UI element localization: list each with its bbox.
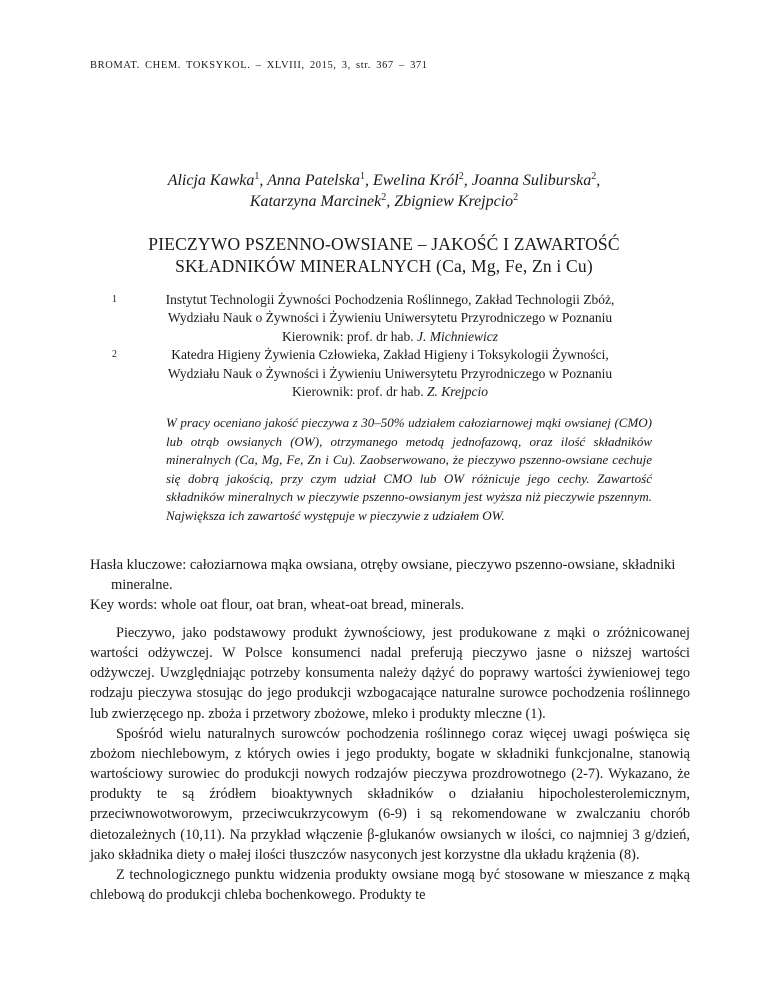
author-name: Zbigniew Krejpcio xyxy=(394,193,514,210)
affiliation-head-name: Z. Krejpcio xyxy=(426,384,488,400)
affiliation-head: Kierownik: prof. dr hab. J. Michniewicz xyxy=(282,328,498,344)
affiliation-1 xyxy=(100,291,680,346)
author-name: Anna Patelska xyxy=(267,172,360,189)
title-line-2: SKŁADNIKÓW MINERALNYCH (Ca, Mg, Fe, Zn i Cu) xyxy=(175,256,593,276)
running-head: BROMAT. CHEM. TOKSYKOL. – XLVIII, 2015, 3, str. 367 – 371 xyxy=(90,60,428,71)
affiliations xyxy=(100,291,680,401)
affiliation-head-name: J. Michniewicz xyxy=(416,328,498,344)
author-name: Alicja Kawka xyxy=(167,172,255,189)
affiliation-faculty: Wydziału Nauk o Żywności i Żywieniu Uniwersytetu Przyrodniczego w Poznaniu xyxy=(167,310,613,326)
author-name: Katarzyna Marcinek xyxy=(249,193,382,210)
affiliation-institute: Katedra Higieny Żywienia Człowieka, Zakład Higieny i Toksykologii Żywności, xyxy=(171,347,609,363)
body-paragraph-3: Z technologicznego punktu widzenia produkty owsiane mogą być stosowane w mieszance z mąką chlebową do produkcji chleba bochenkowego. Produkty te xyxy=(90,866,690,904)
affiliation-number: 1 xyxy=(112,294,117,305)
affiliation-head: Kierownik: prof. dr hab. Z. Krejpcio xyxy=(292,384,488,400)
keywords-polish: Hasła kluczowe: całoziarnowa mąka owsiana, otręby owsiane, pieczywo pszenno-owsiane, składniki mineralne. xyxy=(90,557,676,593)
affiliation-number: 2 xyxy=(112,349,117,361)
author-name: Ewelina Król xyxy=(372,172,459,189)
abstract: W pracy oceniano jakość pieczywa z 30–50% udziałem całoziarnowej mąki owsianej (CMO) lub otrąb owsianych (OW), otrzymanego metodą jednofazową, oraz ilość składników mineralnych (Ca, Mg, Fe, Zn i Cu). Zaobserwowano, że pieczywo pszenno-owsiane cechuje się dobrą jakością, przy czym udział CMO lub OW różnicuje jego cechy. Zawartość składników mineralnych w pieczywie pszenno-owsianym jest wyższa niż pieczywie pszennym. Największa ich zawartość występuje w pieczywie z udziałem OW. xyxy=(166,415,652,523)
body-paragraph-1: Pieczywo, jako podstawowy produkt żywnościowy, jest produkowane z mąki o zróżnicowanej wartości odżywczej. W Polsce konsumenci nadal preferują pieczywo jasne o niższej wartości odżywczej. Uwzględniając potrzeby konsumenta należy dążyć do poprawy wartości żywieniowej tego rodzaju pieczywa stosując do jego produkcji wzbogacające naturalne surowce pochodzenia roślinnego lub zwierzęcego np. zboża i przetwory zbożowe, mleko i produkty mleczne (1). xyxy=(90,625,690,722)
author-affiliation-mark: 1 xyxy=(254,171,260,182)
author-list xyxy=(0,170,768,212)
affiliation-institute: Instytut Technologii Żywności Pochodzenia Roślinnego, Zakład Technologii Zbóż, xyxy=(165,292,615,307)
author-affiliation-mark: 2 xyxy=(381,192,387,203)
author-name: Joanna Suliburska xyxy=(471,172,592,189)
affiliation-2 xyxy=(100,346,680,401)
body-text xyxy=(90,623,690,905)
keywords xyxy=(90,555,690,615)
author-line-2: Katarzyna Marcinek$^2$, Zbigniew Krejpcio$^2$ xyxy=(249,192,519,210)
author-affiliation-mark: 2 xyxy=(591,171,597,182)
author-affiliation-mark: 1 xyxy=(359,171,365,182)
affiliation-faculty: Wydziału Nauk o Żywności i Żywieniu Uniwersytetu Przyrodniczego w Poznaniu xyxy=(167,365,613,381)
article-title xyxy=(0,233,768,277)
body-paragraph-2: Spośród wielu naturalnych surowców pochodzenia roślinnego coraz więcej uwagi poświęca się zbożom niechlebowym, z których owies i jego produkty, bogate w składniki funkcjonalne, stanowią wartościowy surowiec do produkcji nowych rodzajów pieczywa prozdrowotnego (2-7). Wykazano, że produkty te są źródłem bioaktywnych składników o działaniu hipocholesterolemicznym, przeciwnowotworowym, przeciwcukrzycowym (6-9) i są rekomendowane w zwalczaniu chorób dietozależnych (10,11). Na przykład włączenie β-glukanów owsianych w ilości, co najmniej 3 g/dzień, jako składnika diety o małej ilości tłuszczów nasyconych jest korzystne dla układu krążenia (8). xyxy=(90,725,690,863)
author-line-1: Alicja Kawka$^1$, Anna Patelska$^1$, Ewelina Król$^2$, Joanna Suliburska$^2$, xyxy=(167,171,601,189)
author-affiliation-mark: 2 xyxy=(513,192,519,203)
title-line-1: PIECZYWO PSZENNO-OWSIANE – JAKOŚĆ I ZAWARTOŚĆ xyxy=(148,234,620,254)
author-affiliation-mark: 2 xyxy=(458,171,464,182)
keywords-english: Key words: whole oat flour, oat bran, wheat-oat bread, minerals. xyxy=(90,597,465,613)
